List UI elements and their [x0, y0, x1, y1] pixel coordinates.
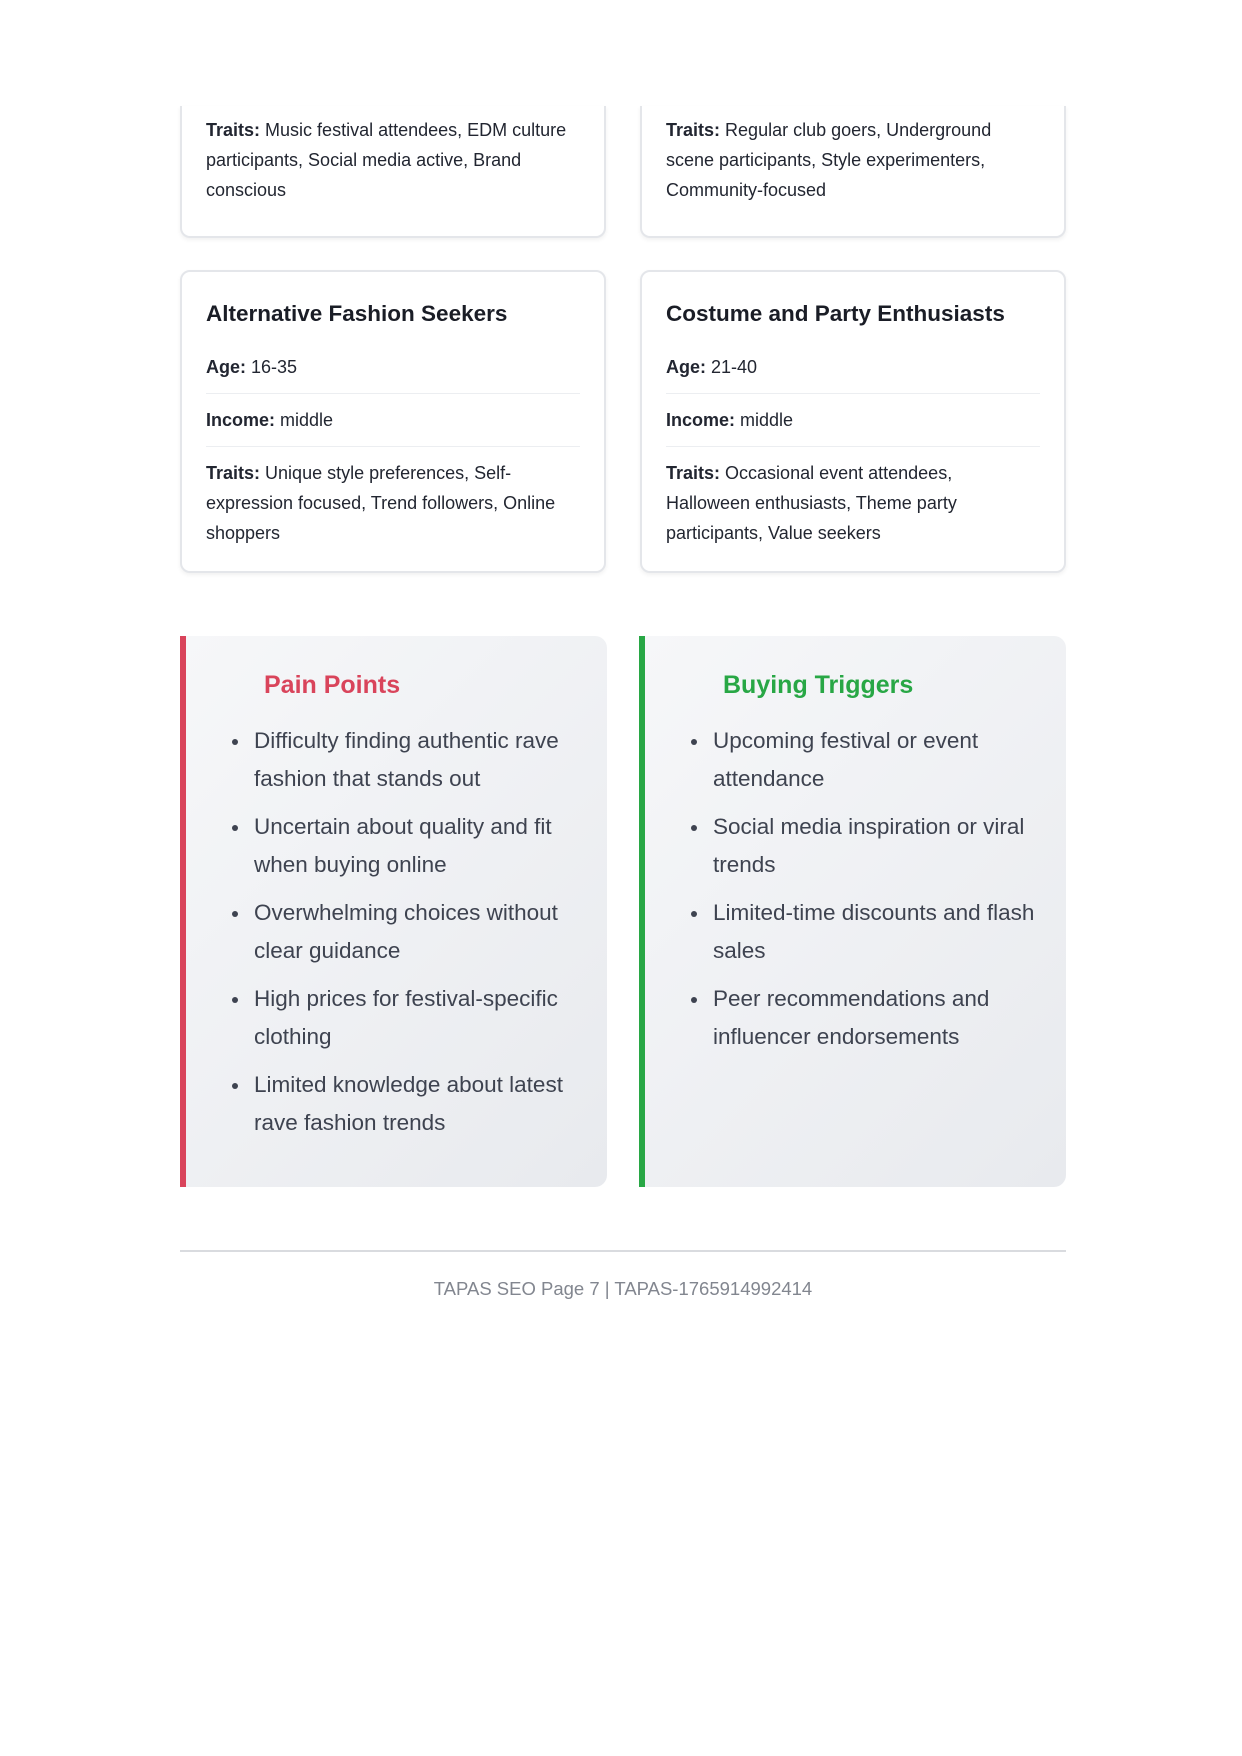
income-label: Income:: [666, 410, 736, 430]
traits-label: Traits:: [666, 120, 721, 140]
persona-grid-bottom: [180, 270, 1066, 573]
list-item-text: Upcoming festival or event attendance: [713, 728, 979, 791]
bullet-icon: [691, 911, 697, 917]
list-item: [230, 1066, 577, 1141]
income-value: middle: [740, 410, 794, 430]
age-value: 21-40: [711, 357, 758, 377]
page-footer: TAPAS SEO Page 7 | TAPAS-1765914992414: [433, 1278, 813, 1299]
pain-points-title: Pain Points: [264, 671, 401, 699]
list-item-text: Limited knowledge about latest rave fashion trends: [254, 1072, 563, 1135]
income-label: Income:: [206, 410, 276, 430]
list-item-text: Overwhelming choices without clear guidance: [254, 900, 558, 963]
traits-value: Unique style preferences, Self-expression focused, Trend followers, Online shoppers: [206, 463, 556, 543]
traits-label: Traits:: [206, 463, 261, 483]
traits-value: Music festival attendees, EDM culture participants, Social media active, Brand conscious: [206, 120, 567, 200]
persona-traits: [206, 115, 580, 205]
list-item: [230, 894, 577, 969]
list-item-text: Peer recommendations and influencer endorsements: [713, 986, 990, 1049]
list-item-text: Uncertain about quality and fit when buying online: [254, 814, 552, 877]
bullet-icon: [691, 739, 697, 745]
buying-triggers-title: Buying Triggers: [723, 671, 914, 699]
list-item-text: High prices for festival-specific clothing: [254, 986, 558, 1049]
age-value: 16-35: [251, 357, 298, 377]
persona-grid-top: [180, 0, 1066, 238]
traits-value: Regular club goers, Underground scene participants, Style experimenters, Community-focused: [666, 120, 992, 200]
list-item: [230, 980, 577, 1055]
insight-grid: [180, 636, 1066, 1187]
persona-card-alternative-fashion-seekers: [180, 270, 606, 573]
footer-divider: [180, 1250, 1066, 1252]
list-item-text: Social media inspiration or viral trends: [713, 814, 1025, 877]
persona-card-costume-party-enthusiasts: [640, 270, 1066, 573]
list-item-text: Difficulty finding authentic rave fashion that stands out: [254, 728, 559, 791]
persona-age: [666, 352, 1040, 394]
list-item: [689, 894, 1036, 969]
persona-card-continued-left: [180, 106, 606, 238]
persona-traits: [666, 458, 1040, 548]
bullet-icon: [691, 997, 697, 1003]
bullet-icon: [232, 825, 238, 831]
list-item: [689, 722, 1036, 797]
age-label: Age:: [666, 357, 706, 377]
persona-title: Alternative Fashion Seekers: [206, 301, 508, 326]
persona-age: [206, 352, 580, 394]
list-item-text: Limited-time discounts and flash sales: [713, 900, 1035, 963]
list-item: [689, 980, 1036, 1055]
income-value: middle: [280, 410, 334, 430]
buying-triggers-list: [689, 722, 1036, 1055]
traits-label: Traits:: [206, 120, 261, 140]
persona-traits: [666, 115, 1040, 205]
report-page: [180, 0, 1066, 1301]
bullet-icon: [691, 825, 697, 831]
persona-traits: [206, 458, 580, 548]
list-item: [689, 808, 1036, 883]
bullet-icon: [232, 997, 238, 1003]
bullet-icon: [232, 911, 238, 917]
persona-card-continued-right: [640, 106, 1066, 238]
bullet-icon: [232, 1083, 238, 1089]
pain-points-list: [230, 722, 577, 1141]
persona-title: Costume and Party Enthusiasts: [666, 301, 1005, 326]
age-label: Age:: [206, 357, 246, 377]
persona-income: [206, 405, 580, 447]
traits-label: Traits:: [666, 463, 721, 483]
buying-triggers-panel: [639, 636, 1066, 1187]
traits-value: Occasional event attendees, Halloween enthusiasts, Theme party participants, Value seekers: [666, 463, 957, 543]
list-item: [230, 808, 577, 883]
bullet-icon: [232, 739, 238, 745]
list-item: [230, 722, 577, 797]
persona-income: [666, 405, 1040, 447]
pain-points-panel: [180, 636, 607, 1187]
